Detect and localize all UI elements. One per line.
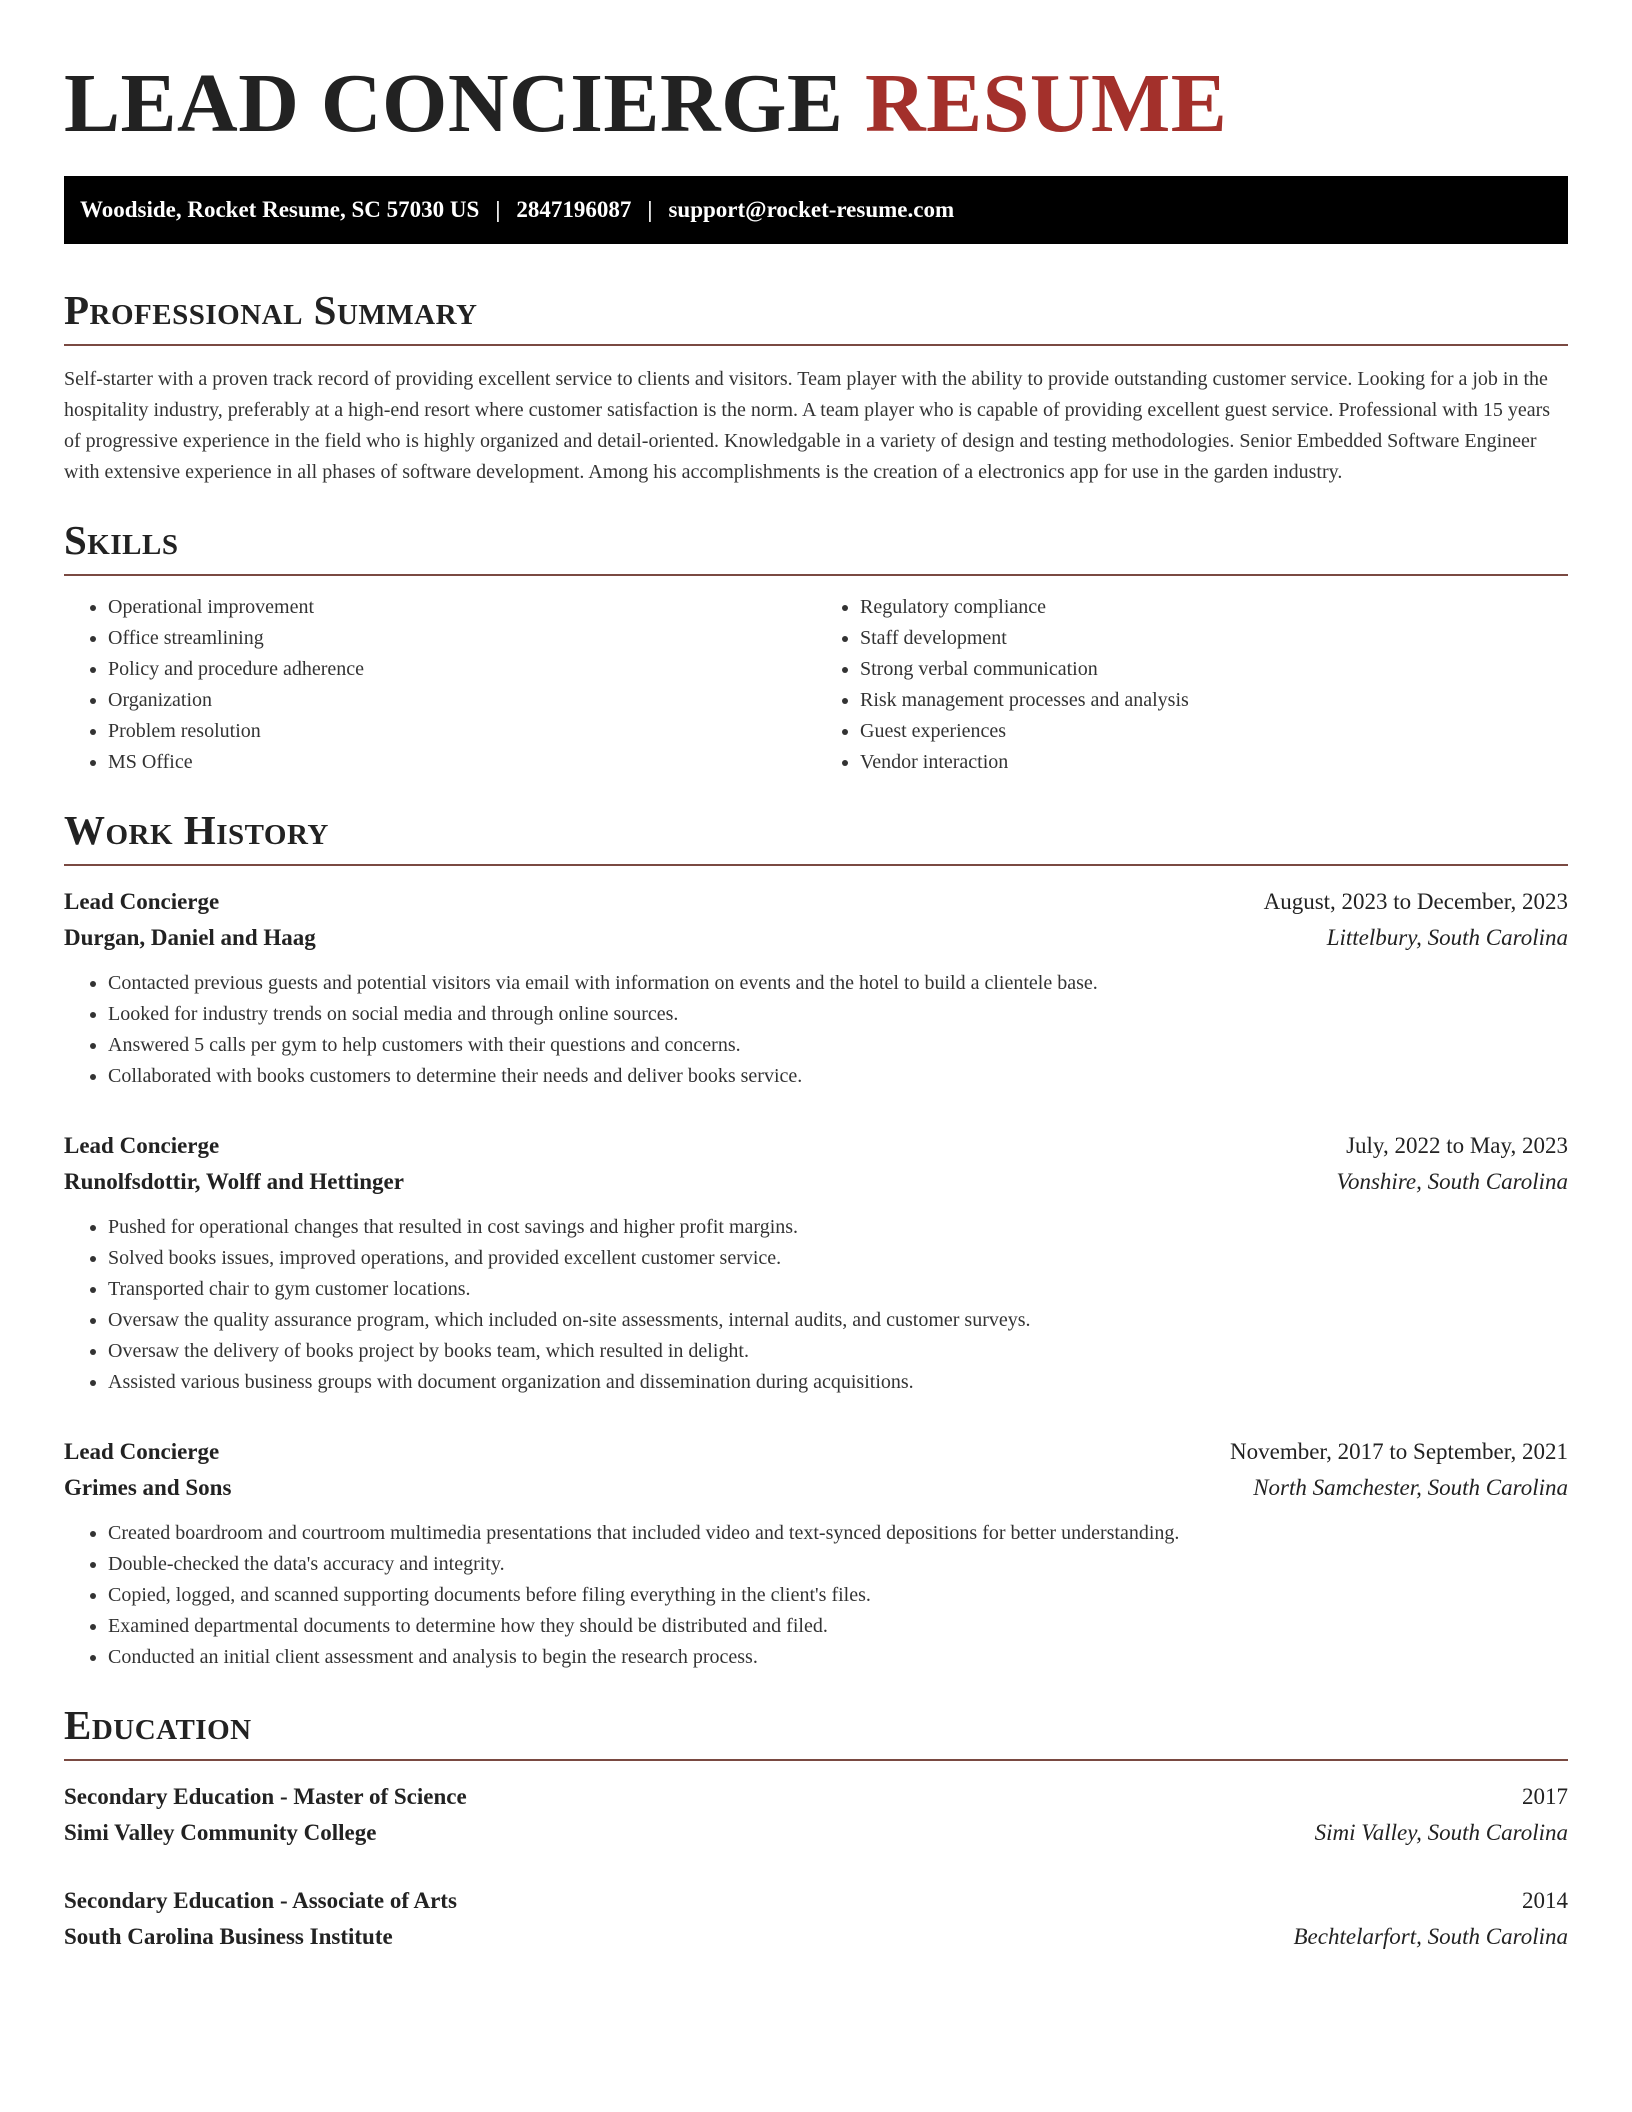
education-school: Simi Valley Community College (64, 1820, 377, 1845)
job-dates: November, 2017 to September, 2021 (1230, 1439, 1568, 1464)
job-bullet: • Answered 5 calls per gym to help customers with their questions and concerns. (108, 1030, 1568, 1061)
job-location: Littelbury, South Carolina (1326, 925, 1568, 950)
contact-phone: 2847196087 (516, 197, 632, 222)
skill-item: • Vendor interaction (860, 747, 1568, 778)
skills-columns (64, 592, 1568, 778)
summary-heading: Professional Summary (64, 288, 1568, 346)
skill-item: • Organization (108, 685, 816, 716)
skills-section (64, 518, 1568, 778)
skills-list-left (64, 592, 816, 778)
job-bullets (64, 1518, 1568, 1673)
education-degree-row (64, 1779, 1568, 1815)
education-section (64, 1703, 1568, 1955)
education-year: 2017 (1522, 1784, 1568, 1809)
job-bullet: • Looked for industry trends on social media and through online sources. (108, 999, 1568, 1030)
job-company-row (64, 1470, 1568, 1506)
skills-list-right (816, 592, 1568, 778)
job-header-row (64, 1128, 1568, 1164)
job-bullet: • Double-checked the data's accuracy and integrity. (108, 1549, 1568, 1580)
education-degree: Secondary Education - Master of Science (64, 1784, 467, 1809)
job-dates: August, 2023 to December, 2023 (1263, 889, 1568, 914)
job-company: Durgan, Daniel and Haag (64, 925, 316, 950)
contact-separator: | (495, 197, 501, 222)
summary-section (64, 288, 1568, 488)
skill-item: • Guest experiences (860, 716, 1568, 747)
job-bullet: • Conducted an initial client assessment and analysis to begin the research process. (108, 1642, 1568, 1673)
skill-item: • MS Office (108, 747, 816, 778)
title-main: LEAD CONCIERGE (64, 57, 844, 150)
job-bullet: • Oversaw the delivery of books project by books team, which resulted in delight. (108, 1336, 1568, 1367)
education-entry (64, 1883, 1568, 1955)
job-company-row (64, 1164, 1568, 1200)
contact-bar (64, 176, 1568, 244)
job-header-row (64, 1434, 1568, 1470)
job-bullet: • Solved books issues, improved operations, and provided excellent customer service. (108, 1243, 1568, 1274)
job-header-row (64, 884, 1568, 920)
education-school-row (64, 1815, 1568, 1851)
job-location: Vonshire, South Carolina (1336, 1169, 1568, 1194)
job-bullet: • Examined departmental documents to determine how they should be distributed and filed. (108, 1611, 1568, 1642)
job-bullet: • Created boardroom and courtroom multimedia presentations that included video and text-synced depositions for better understanding. (108, 1518, 1568, 1549)
job-bullet: • Transported chair to gym customer locations. (108, 1274, 1568, 1305)
skill-item: • Office streamlining (108, 623, 816, 654)
education-school-row (64, 1919, 1568, 1955)
job-dates: July, 2022 to May, 2023 (1346, 1133, 1568, 1158)
job-bullet: • Copied, logged, and scanned supporting documents before filing everything in the client's files. (108, 1580, 1568, 1611)
education-school: South Carolina Business Institute (64, 1924, 393, 1949)
job-company: Grimes and Sons (64, 1475, 232, 1500)
job-role: Lead Concierge (64, 1439, 220, 1464)
contact-email: support@rocket-resume.com (668, 197, 955, 222)
education-location: Bechtelarfort, South Carolina (1293, 1924, 1568, 1949)
education-year: 2014 (1522, 1888, 1568, 1913)
job-bullet: • Pushed for operational changes that resulted in cost savings and higher profit margins. (108, 1212, 1568, 1243)
education-entry (64, 1779, 1568, 1851)
summary-text: Self-starter with a proven track record of providing excellent service to clients and visitors. Team player with the ability to provide outstanding customer service. Looking for a job in the hospitality industry, preferably at a high-end resort where customer satisfaction is the norm. A team player who is capable of providing excellent guest service. Professional with 15 years of progressive experience in the field who is highly organized and detail-oriented. Knowledgable in a variety of design and testing methodologies. Senior Embedded Software Engineer with extensive experience in all phases of software development. Among his accomplishments is the creation of a electronics app for use in the garden industry. (64, 368, 1551, 483)
skill-item: • Risk management processes and analysis (860, 685, 1568, 716)
skill-item: • Strong verbal communication (860, 654, 1568, 685)
skill-item: • Problem resolution (108, 716, 816, 747)
work-section (64, 808, 1568, 1673)
job-entry (64, 1434, 1568, 1673)
skill-item: • Staff development (860, 623, 1568, 654)
contact-address: Woodside, Rocket Resume, SC 57030 US (80, 197, 480, 222)
skills-heading: Skills (64, 518, 1568, 576)
job-bullet: • Oversaw the quality assurance program, which included on-site assessments, internal audits, and customer surveys. (108, 1305, 1568, 1336)
resume-title (64, 56, 1568, 152)
job-bullet: • Collaborated with books customers to determine their needs and deliver books service. (108, 1061, 1568, 1092)
job-entry (64, 1128, 1568, 1398)
job-bullets (64, 1212, 1568, 1398)
job-bullet: • Assisted various business groups with document organization and dissemination during acquisitions. (108, 1367, 1568, 1398)
skill-item: • Regulatory compliance (860, 592, 1568, 623)
job-bullets (64, 968, 1568, 1092)
job-role: Lead Concierge (64, 889, 220, 914)
job-role: Lead Concierge (64, 1133, 220, 1158)
skill-item: • Policy and procedure adherence (108, 654, 816, 685)
education-degree-row (64, 1883, 1568, 1919)
work-heading: Work History (64, 808, 1568, 866)
job-company: Runolfsdottir, Wolff and Hettinger (64, 1169, 404, 1194)
job-bullet: • Contacted previous guests and potential visitors via email with information on events and the hotel to build a clientele base. (108, 968, 1568, 999)
education-degree: Secondary Education - Associate of Arts (64, 1888, 457, 1913)
education-heading: Education (64, 1703, 1568, 1761)
job-entry (64, 884, 1568, 1092)
job-location: North Samchester, South Carolina (1253, 1475, 1568, 1500)
job-company-row (64, 920, 1568, 956)
title-accent: RESUME (864, 57, 1228, 150)
skill-item: • Operational improvement (108, 592, 816, 623)
education-location: Simi Valley, South Carolina (1314, 1820, 1568, 1845)
contact-separator: | (647, 197, 653, 222)
